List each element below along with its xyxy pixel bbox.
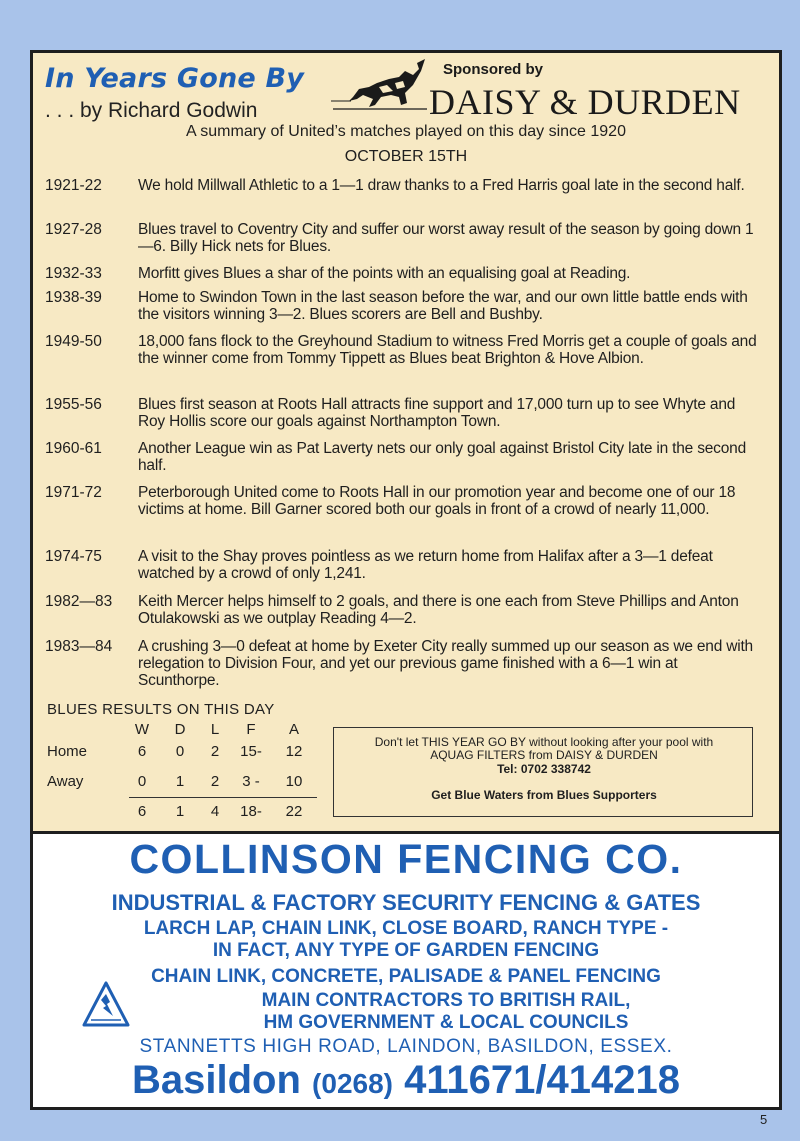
match-description: A crushing 3—0 defeat at home by Exeter City really summed up our season as we end with relegation to Division Four, and yet our previous game finished with a 6—1 win at Scunthorpe. (138, 638, 753, 689)
match-season: 1949-50 (45, 333, 102, 350)
results-row-label: Home (47, 743, 88, 760)
results-total: 4 (210, 803, 220, 820)
pool-ad-telephone: Tel: 0702 338742 (497, 762, 591, 776)
results-cell: 0 (175, 743, 185, 760)
match-description: A visit to the Shay proves pointless as we return home from Halifax after a 3—1 defeat watched by a crowd of only 1,241. (138, 548, 713, 582)
results-title: BLUES RESULTS ON THIS DAY (47, 701, 275, 718)
results-total: 1 (175, 803, 185, 820)
match-season: 1938-39 (45, 289, 102, 306)
pool-ad-text (334, 736, 754, 762)
results-cell: 2 (210, 773, 220, 790)
results-total: 18- (240, 803, 262, 820)
advert-line: HM GOVERNMENT & LOCAL COUNCILS (263, 1012, 629, 1033)
results-cell: 1 (175, 773, 185, 790)
results-cell: 0 (137, 773, 147, 790)
results-total: 6 (137, 803, 147, 820)
match-season: 1927-28 (45, 221, 102, 238)
pool-ad-slogan: Get Blue Waters from Blues Supporters (431, 788, 657, 802)
advert-line: MAIN CONTRACTORS TO BRITISH RAIL, (261, 990, 631, 1011)
results-header: W (134, 721, 150, 738)
match-description: Keith Mercer helps himself to 2 goals, and there is one each from Steve Phillips and Anton Otulakowski as we outplay Reading 4—2. (138, 593, 739, 627)
results-cell: 10 (285, 773, 303, 790)
results-table (47, 701, 317, 831)
years-gone-by-feature (33, 53, 779, 831)
pool-ad-line-2: AQUAG FILTERS from DAISY & DURDEN (430, 748, 658, 762)
match-description: Blues first season at Roots Hall attracts fine support and 17,000 turn up to see Whyte and Roy Hollis score our goals against Northampton Town. (138, 396, 736, 430)
dog-logo-icon (329, 57, 429, 113)
advert-line: INDUSTRIAL & FACTORY SECURITY FENCING & GATES (111, 890, 701, 915)
results-cell: 3 - (242, 773, 260, 790)
match-season: 1974-75 (45, 548, 102, 565)
collinson-fencing-ad (33, 831, 779, 1107)
results-divider (129, 797, 317, 798)
feature-title: In Years Gone By (45, 63, 305, 94)
advert-line: CHAIN LINK, CONCRETE, PALISADE & PANEL FENCING (151, 966, 661, 987)
feature-subtitle: A summary of United’s matches played on this day since 1920 (186, 123, 626, 140)
advert-phone (33, 1058, 779, 1103)
advert-line: LARCH LAP, CHAIN LINK, CLOSE BOARD, RANCH TYPE - (143, 918, 669, 939)
match-season: 1982—83 (45, 593, 113, 610)
match-description: Blues travel to Coventry City and suffer our worst away result of the season by going down 1—6. Billy Hick nets for Blues. (138, 221, 754, 255)
advert-phone-numbers: 411671/414218 (404, 1058, 680, 1102)
results-totals-row (47, 803, 317, 823)
results-header-row (47, 721, 317, 741)
results-header: D (174, 721, 186, 738)
results-header: A (288, 721, 299, 738)
match-season: 1932-33 (45, 265, 102, 282)
results-cell: 15- (240, 743, 262, 760)
match-description: We hold Millwall Athletic to a 1—1 draw thanks to a Fred Harris goal late in the second half. (138, 177, 745, 194)
pool-ad-line-1: Don't let THIS YEAR GO BY without looking after your pool with (374, 735, 714, 749)
match-season: 1983—84 (45, 638, 113, 655)
match-description: Peterborough United come to Roots Hall in our promotion year and become one of our 18 victims at home. Bill Garner scored both our goals in front of a crowd of nearly 11,000. (138, 484, 736, 518)
match-description: Another League win as Pat Laverty nets our only goal against Bristol City late in the second half. (138, 440, 746, 474)
results-cell: 6 (137, 743, 147, 760)
results-header: L (210, 721, 220, 738)
page-frame (30, 50, 782, 1110)
match-season: 1971-72 (45, 484, 102, 501)
pool-filter-ad (333, 727, 753, 817)
page-number: 5 (760, 1112, 768, 1127)
sponsor-name: DAISY & DURDEN (429, 82, 741, 122)
match-season: 1955-56 (45, 396, 102, 413)
date-heading: OCTOBER 15TH (344, 148, 468, 165)
match-description: Home to Swindon Town in the last season before the war, and our own little battle ends with the visitors winning 3—2. Blues scorers are Bell and Bushby. (138, 289, 748, 323)
advert-address: STANNETTS HIGH ROAD, LAINDON, BASILDON, ESSEX. (139, 1036, 673, 1057)
advert-line: IN FACT, ANY TYPE OF GARDEN FENCING (212, 940, 600, 961)
match-season: 1921-22 (45, 177, 102, 194)
feature-byline: . . . by Richard Godwin (45, 99, 258, 122)
sponsored-by-label: Sponsored by (443, 61, 544, 78)
results-header: F (246, 721, 256, 738)
match-season: 1960-61 (45, 440, 102, 457)
advert-phone-code: (0268) (312, 1068, 393, 1099)
results-total: 22 (285, 803, 303, 820)
advert-phone-town: Basildon (132, 1058, 301, 1102)
results-row-home (47, 743, 317, 763)
results-cell: 2 (210, 743, 220, 760)
results-row-away (47, 773, 317, 793)
match-description: 18,000 fans flock to the Greyhound Stadium to witness Fred Morris get a couple of goals and the winner come from Tommy Tippett as Blues beat Brighton & Hove Albion. (138, 333, 757, 367)
results-row-label: Away (47, 773, 84, 790)
advert-company-name: COLLINSON FENCING CO. (129, 836, 683, 882)
results-cell: 12 (285, 743, 303, 760)
match-description: Morfitt gives Blues a shar of the points with an equalising goal at Reading. (138, 265, 631, 282)
